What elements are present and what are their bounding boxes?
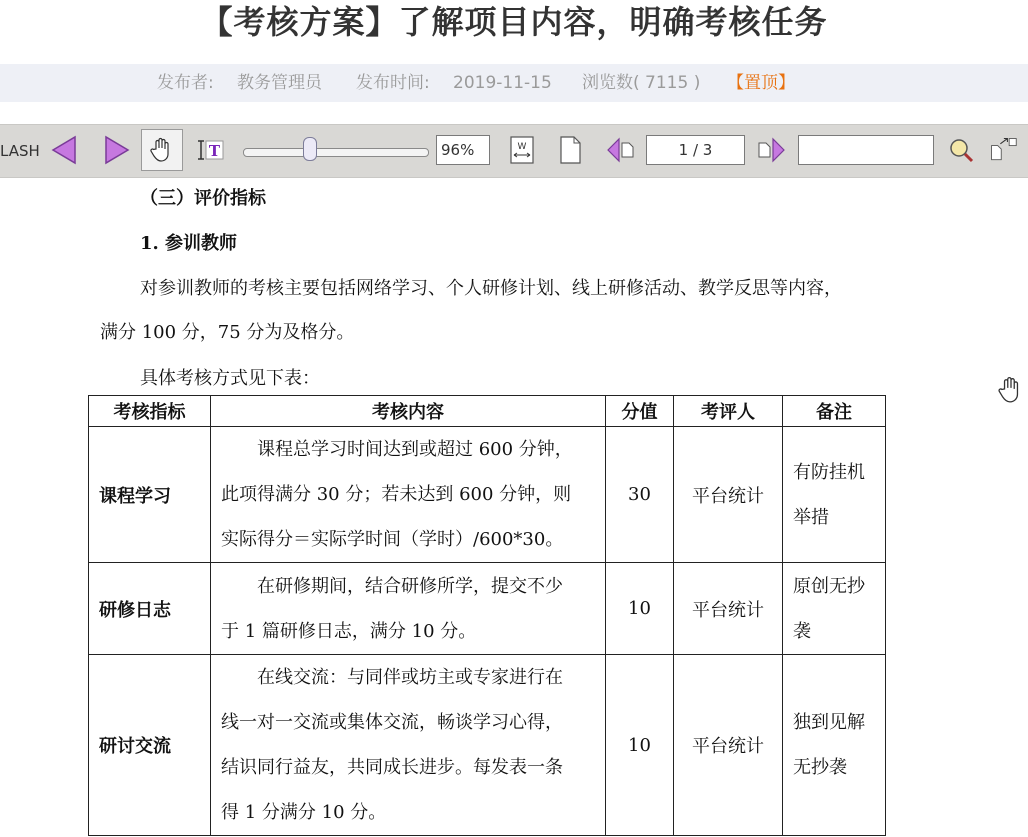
- hand-cursor-icon: [998, 376, 1024, 408]
- next-page-arrow-icon[interactable]: [101, 135, 131, 165]
- table-header-row: [89, 396, 886, 427]
- rater-cell: 平台统计: [674, 427, 783, 563]
- content-line: 于 1 篇研修日志，满分 10 分。: [221, 620, 477, 642]
- note-cell: [783, 563, 886, 655]
- section-heading: （三）评价指标: [140, 188, 266, 209]
- paragraph-line: 满分 100 分，75 分为及格分。: [100, 322, 355, 343]
- publish-date: 2019-11-15: [453, 73, 552, 93]
- svg-text:T: T: [208, 142, 221, 160]
- assessment-table: [88, 395, 886, 836]
- content-line: 在研修期间，结合研修所学，提交不少: [257, 575, 563, 597]
- single-page-icon[interactable]: [555, 135, 585, 165]
- date-label: 发布时间:: [356, 73, 430, 93]
- note-cell: [783, 427, 886, 563]
- page-number-field[interactable]: 1 / 3: [646, 135, 745, 165]
- content-cell: [211, 655, 606, 836]
- note-line: 无抄袭: [793, 757, 847, 778]
- paragraph-line: 对参训教师的考核主要包括网络学习、个人研修计划、线上研修活动、教学反思等内容，: [140, 278, 842, 299]
- svg-text:W: W: [517, 142, 527, 152]
- hand-icon: [150, 137, 174, 163]
- table-row: [89, 655, 886, 836]
- table-row: [89, 427, 886, 563]
- column-header: 考评人: [674, 396, 783, 427]
- table-intro: 具体考核方式见下表：: [140, 368, 320, 389]
- document-viewer-toolbar: [0, 124, 1028, 178]
- note-line: 独到见解: [793, 712, 865, 733]
- flash-label: LASH: [0, 142, 40, 160]
- content-line: 课程总学习时间达到或超过 600 分钟，: [257, 439, 573, 460]
- indicator-cell: 研修日志: [89, 563, 211, 655]
- rater-cell: 平台统计: [674, 655, 783, 836]
- score-cell: 30: [606, 427, 674, 563]
- search-input[interactable]: [798, 135, 934, 165]
- zoom-level-field[interactable]: 96%: [436, 135, 490, 165]
- column-header: 考核指标: [89, 396, 211, 427]
- content-line: 此项得满分 30 分；若未达到 600 分钟，则: [221, 484, 572, 505]
- pinned-badge: 【置顶】: [727, 73, 795, 93]
- publisher-name: 教务管理员: [237, 73, 322, 93]
- text-select-tool-icon[interactable]: [195, 135, 225, 165]
- note-line: 举措: [793, 506, 829, 528]
- prev-page-arrow-icon[interactable]: [50, 135, 80, 165]
- fit-width-icon[interactable]: [507, 135, 537, 165]
- first-page-icon[interactable]: [606, 135, 636, 165]
- content-line: 结识同行益友，共同成长进步。每发表一条: [221, 757, 563, 778]
- pan-tool-button[interactable]: [141, 129, 183, 171]
- zoom-slider-thumb[interactable]: [303, 137, 317, 161]
- note-line: 有防挂机: [793, 461, 865, 483]
- publisher-label: 发布者:: [157, 73, 214, 93]
- page-title: 【考核方案】了解项目内容，明确考核任务: [200, 3, 828, 41]
- note-line: 袭: [793, 620, 811, 642]
- article-meta: [0, 64, 1028, 102]
- content-line: 线一对一交流或集体交流，畅谈学习心得，: [221, 712, 563, 733]
- content-line: 实际得分＝实际学时间（学时）/600*30。: [221, 529, 564, 550]
- content-line: 在线交流：与同伴或坊主或专家进行在: [257, 667, 563, 688]
- score-cell: 10: [606, 563, 674, 655]
- column-header: 备注: [783, 396, 886, 427]
- search-icon[interactable]: [946, 135, 976, 165]
- content-cell: [211, 427, 606, 563]
- last-page-icon[interactable]: [756, 135, 786, 165]
- note-line: 原创无抄: [793, 575, 865, 597]
- content-line: 得 1 分满分 10 分。: [221, 802, 387, 823]
- table-row: [89, 563, 886, 655]
- rater-cell: 平台统计: [674, 563, 783, 655]
- fullscreen-icon[interactable]: [988, 135, 1018, 165]
- indicator-cell: 研讨交流: [89, 655, 211, 836]
- sub-heading: 1. 参训教师: [140, 233, 238, 254]
- view-count: 浏览数( 7115 ): [582, 73, 701, 93]
- column-header: 分值: [606, 396, 674, 427]
- indicator-cell: 课程学习: [89, 427, 211, 563]
- note-cell: [783, 655, 886, 836]
- column-header: 考核内容: [211, 396, 606, 427]
- zoom-slider-track[interactable]: [243, 148, 429, 157]
- score-cell: 10: [606, 655, 674, 836]
- content-cell: [211, 563, 606, 655]
